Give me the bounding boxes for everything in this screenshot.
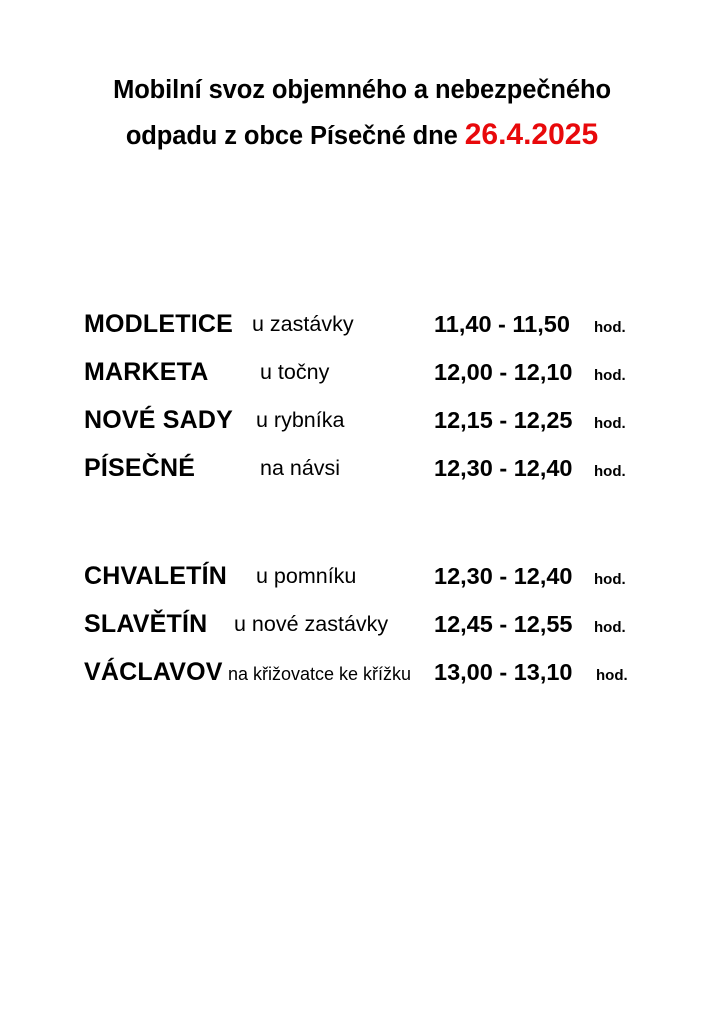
page-title [0, 78, 724, 150]
stop-time: 12,00 - 12,10 [434, 359, 573, 385]
schedule-row [84, 658, 664, 706]
stop-location: u rybníka [256, 408, 345, 432]
stop-name: MODLETICE [84, 310, 234, 338]
schedule-list [84, 310, 664, 706]
stop-time: 12,30 - 12,40 [434, 455, 573, 481]
schedule-group-separator [84, 502, 664, 562]
stop-time-unit: hod. [596, 667, 628, 684]
stop-time-unit: hod. [594, 463, 626, 480]
page-title-line-1: Mobilní svoz objemného a nebezpečného [113, 76, 611, 104]
schedule-row [84, 406, 664, 454]
schedule-row [84, 358, 664, 406]
stop-location: na křižovatce ke křížku [228, 664, 412, 684]
stop-name: PÍSEČNÉ [84, 454, 196, 482]
schedule-row [84, 454, 664, 502]
stop-location: u točny [260, 360, 330, 384]
stop-time: 12,30 - 12,40 [434, 563, 573, 589]
stop-time-unit: hod. [594, 319, 626, 336]
stop-name: SLAVĚTÍN [84, 610, 208, 638]
stop-name: NOVÉ SADY [84, 406, 234, 434]
schedule-row [84, 610, 664, 658]
page-title-line-2-text: odpadu z obce Písečné dne [125, 121, 465, 150]
stop-time-unit: hod. [594, 367, 626, 384]
stop-time-unit: hod. [594, 619, 626, 636]
stop-location: u nové zastávky [234, 612, 389, 636]
stop-time-unit: hod. [594, 415, 626, 432]
stop-name: MARKETA [84, 358, 209, 386]
stop-location: u pomníku [256, 564, 357, 588]
stop-time: 13,00 - 13,10 [434, 659, 573, 685]
schedule-row [84, 310, 664, 358]
stop-name: VÁCLAVOV [84, 658, 223, 686]
stop-time: 12,15 - 12,25 [434, 407, 573, 433]
stop-time: 11,40 - 11,50 [434, 311, 570, 337]
stop-name: CHVALETÍN [84, 562, 227, 590]
page-title-line-2 [0, 117, 724, 151]
stop-location: na návsi [260, 456, 341, 480]
stop-time-unit: hod. [594, 571, 626, 588]
schedule-row [84, 562, 664, 610]
stop-time: 12,45 - 12,55 [434, 611, 573, 637]
collection-date: 26.4.2025 [464, 117, 599, 151]
stop-location: u zastávky [252, 312, 354, 336]
